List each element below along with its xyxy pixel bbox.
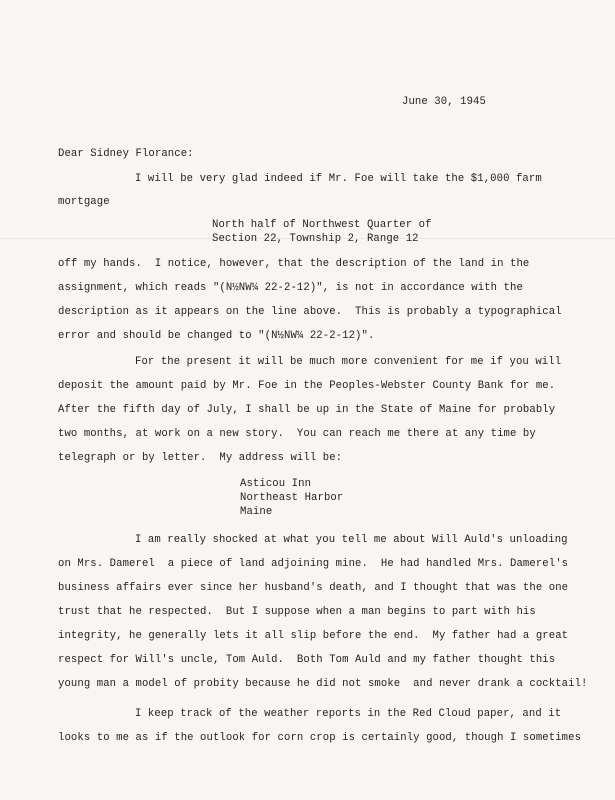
paragraph-line: error and should be changed to "(N½NW¼ 22-2-12)". (58, 330, 375, 342)
paragraph-line: integrity, he generally lets it all slip before the end. My father had a great (58, 630, 569, 642)
paragraph-line: business affairs ever since her husband's death, and I thought that was the one (58, 582, 569, 594)
paragraph-line: mortgage (58, 196, 110, 208)
paragraph-line: description as it appears on the line above. This is probably a typographical (58, 306, 562, 318)
paragraph-line: respect for Will's uncle, Tom Auld. Both Tom Auld and my father thought this (58, 654, 556, 666)
paragraph-line: assignment, which reads "(N½NW¼ 22-2-12)", is not in accordance with the (58, 282, 523, 294)
paragraph-line: After the fifth day of July, I shall be up in the State of Maine for probably (58, 404, 556, 416)
paragraph-line: on Mrs. Damerel a piece of land adjoining mine. He had handled Mrs. Damerel's (58, 558, 569, 570)
paragraph-line: looks to me as if the outlook for corn crop is certainly good, though I sometimes (58, 732, 582, 744)
paragraph-line: off my hands. I notice, however, that the description of the land in the (58, 258, 530, 270)
paragraph-line: trust that he respected. But I suppose when a man begins to part with his (58, 606, 536, 618)
paragraph-line: I will be very glad indeed if Mr. Foe will take the $1,000 farm (135, 173, 542, 185)
paragraph-line: telegraph or by letter. My address will be: (58, 452, 343, 464)
paragraph-line: I am really shocked at what you tell me about Will Auld's unloading (135, 534, 568, 546)
letter-date: June 30, 1945 (402, 96, 486, 108)
paragraph-line: I keep track of the weather reports in the Red Cloud paper, and it (135, 708, 562, 720)
paragraph-line: two months, at work on a new story. You can reach me there at any time by (58, 428, 536, 440)
paragraph-line: For the present it will be much more convenient for me if you will (135, 356, 562, 368)
paragraph-line: young man a model of probity because he did not smoke and never drank a cocktail! (58, 678, 588, 690)
address-line: Northeast Harbor (240, 492, 344, 504)
land-description-line: Section 22, Township 2, Range 12 (212, 233, 419, 245)
paragraph-line: deposit the amount paid by Mr. Foe in the Peoples-Webster County Bank for me. (58, 380, 556, 392)
salutation: Dear Sidney Florance: (58, 148, 194, 160)
address-line: Maine (240, 506, 273, 518)
land-description-line: North half of Northwest Quarter of (212, 219, 432, 231)
address-line: Asticou Inn (240, 478, 312, 490)
